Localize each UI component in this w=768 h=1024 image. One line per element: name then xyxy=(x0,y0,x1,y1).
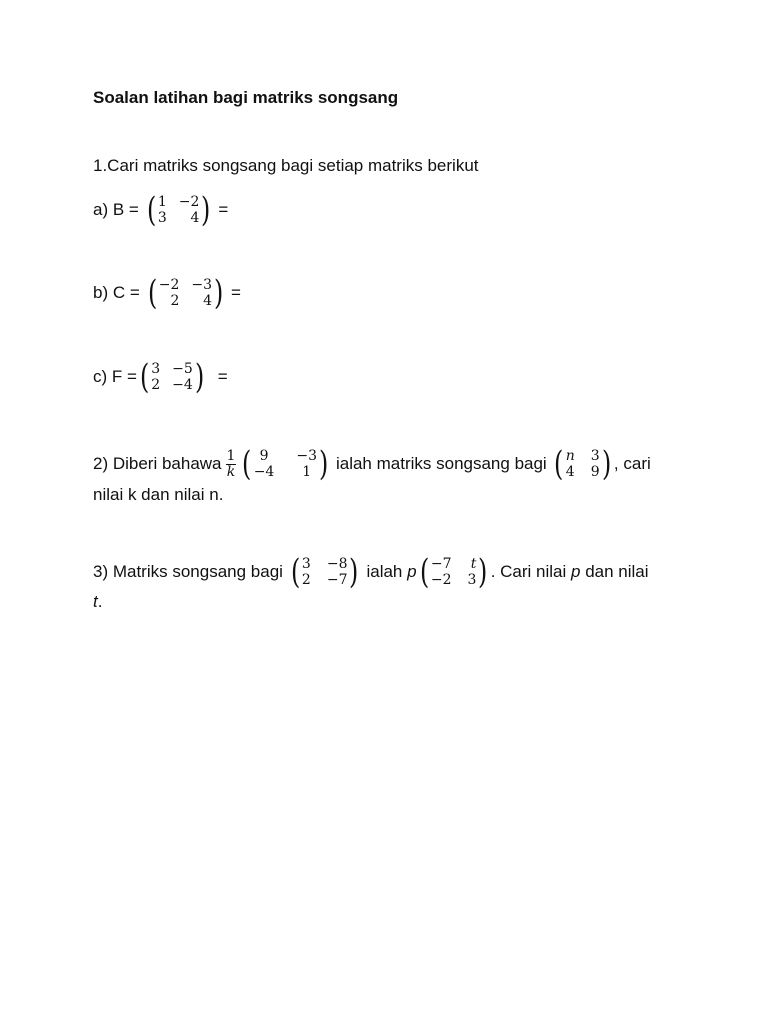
matrix-cell: 3 xyxy=(467,572,477,588)
question-2-middle: ialah matriks songsang bagi xyxy=(331,454,552,473)
right-paren: ) xyxy=(318,444,329,484)
matrix-cell: −3 xyxy=(191,277,213,293)
matrix-cell: −7 xyxy=(430,556,452,572)
matrix-cell: 2 xyxy=(151,377,161,393)
matrix-cell: −3 xyxy=(296,448,317,464)
fraction-denominator: k xyxy=(226,463,236,480)
question-3-dan: dan nilai xyxy=(580,562,649,581)
matrix-cell: −4 xyxy=(172,377,193,393)
matrix-cell: −2 xyxy=(158,277,180,293)
matrix-b xyxy=(145,190,213,230)
question-2-prefix: 2) Diberi bahawa xyxy=(93,454,222,473)
matrix-cell: 1 xyxy=(302,464,312,480)
question-3-prefix: 3) Matriks songsang bagi xyxy=(93,562,288,581)
question-2-line2: nilai k dan nilai n. xyxy=(93,485,224,504)
question-3-line2 xyxy=(93,592,102,612)
question-1-heading: 1.Cari matriks songsang bagi setiap matriks berikut xyxy=(93,156,479,175)
question-1a-prefix: a) B = xyxy=(93,200,144,219)
variable-t-text: t xyxy=(93,592,98,611)
matrix-cell: 9 xyxy=(590,464,600,480)
matrix-cell: −2 xyxy=(178,194,200,210)
left-paren: ( xyxy=(242,444,252,484)
matrix-c xyxy=(146,273,226,313)
matrix-original xyxy=(552,444,612,484)
matrix-cell: 3 xyxy=(157,210,167,226)
question-1b-prefix: b) C = xyxy=(93,283,145,302)
question-3 xyxy=(93,552,649,592)
fraction-one-over-k xyxy=(226,449,237,480)
question-1b xyxy=(93,273,241,313)
question-3-middle: ialah xyxy=(361,562,408,581)
matrix-cell: −2 xyxy=(430,572,452,588)
left-paren: ( xyxy=(146,190,156,230)
matrix-cell: −4 xyxy=(253,464,275,480)
right-paren: ) xyxy=(214,273,224,313)
right-paren: ) xyxy=(601,444,611,484)
question-1b-suffix: = xyxy=(226,283,241,302)
matrix-3-inverse xyxy=(418,552,490,592)
left-paren: ( xyxy=(139,357,150,397)
fraction-numerator: 1 xyxy=(226,447,236,464)
question-1c-suffix: = xyxy=(213,367,228,386)
question-1c-prefix: c) F = xyxy=(93,367,137,386)
right-paren: ) xyxy=(478,552,488,592)
question-1a-suffix: = xyxy=(213,200,229,219)
matrix-cell: 3 xyxy=(151,361,161,377)
right-paren: ) xyxy=(349,552,359,592)
question-2 xyxy=(93,444,651,484)
page-title: Soalan latihan bagi matriks songsang xyxy=(93,88,399,107)
variable-p-text: p xyxy=(571,562,581,581)
matrix-cell: 2 xyxy=(301,572,311,588)
question-1a xyxy=(93,190,229,230)
question-3-period: . xyxy=(97,592,103,611)
matrix-cell: n xyxy=(565,448,575,464)
left-paren: ( xyxy=(419,552,429,592)
matrix-3-original xyxy=(289,552,361,592)
left-paren: ( xyxy=(147,273,157,313)
matrix-cell: −8 xyxy=(326,556,348,572)
matrix-cell: 4 xyxy=(565,464,575,480)
left-paren: ( xyxy=(290,552,300,592)
matrix-cell: −7 xyxy=(326,572,348,588)
matrix-cell: 3 xyxy=(590,448,600,464)
matrix-cell: 4 xyxy=(203,293,213,309)
matrix-cell: 9 xyxy=(259,448,269,464)
left-paren: ( xyxy=(554,444,564,484)
question-3-suffix: . Cari nilai xyxy=(490,562,571,581)
matrix-cell: 4 xyxy=(190,210,200,226)
matrix-f xyxy=(138,357,206,397)
matrix-inverse xyxy=(240,444,330,484)
matrix-cell: 2 xyxy=(170,293,180,309)
question-1c xyxy=(93,357,228,397)
matrix-cell: t xyxy=(470,556,477,572)
right-paren: ) xyxy=(194,357,205,397)
matrix-cell: 1 xyxy=(157,194,167,210)
matrix-cell: 3 xyxy=(301,556,311,572)
right-paren: ) xyxy=(201,190,211,230)
matrix-cell: −5 xyxy=(172,361,193,377)
question-2-suffix: , cari xyxy=(613,454,651,473)
variable-p: p xyxy=(407,562,417,581)
